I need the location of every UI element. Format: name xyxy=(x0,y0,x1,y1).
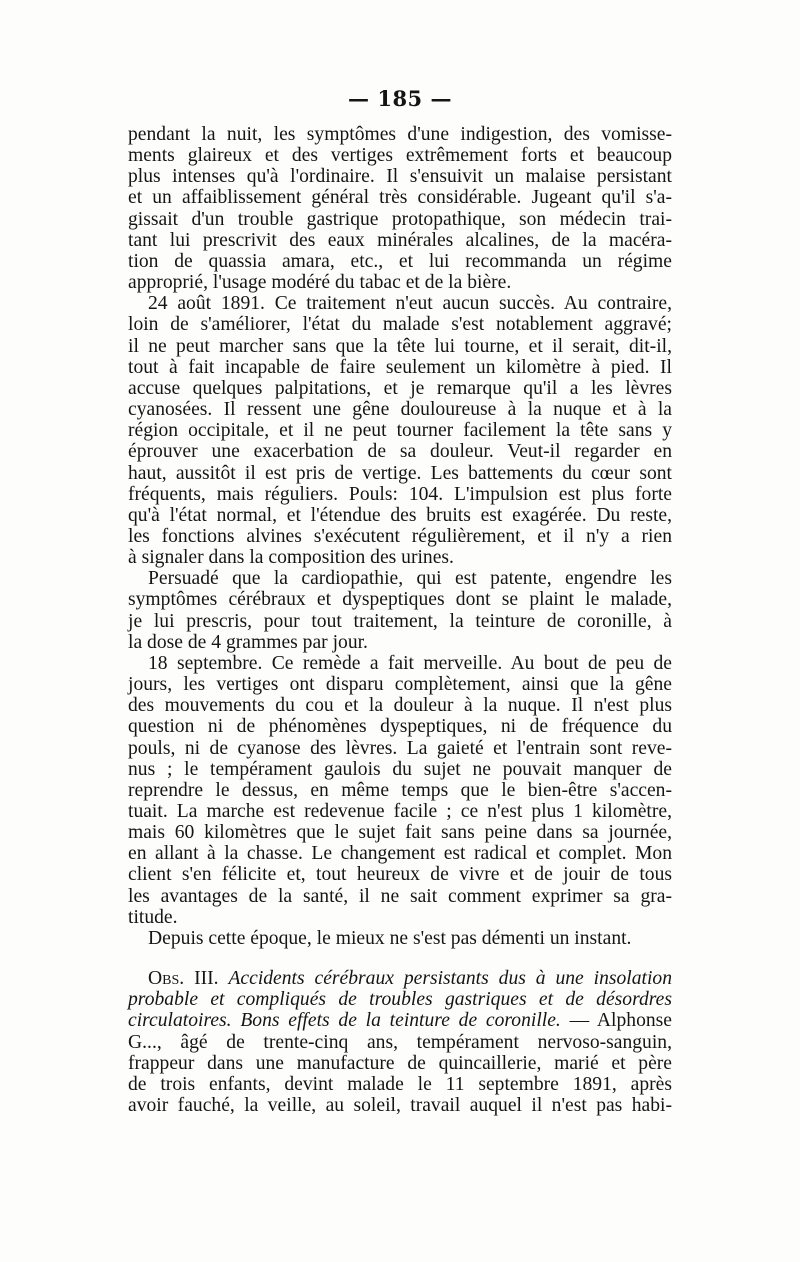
observation-label: Obs. III. xyxy=(148,968,219,990)
text-line: gissait d'un trouble gastrique protopathique, son médecin trai- xyxy=(128,208,672,230)
text-line: la dose de 4 grammes par jour. xyxy=(128,631,368,653)
text-line: approprié, l'usage modéré du tabac et de la bière. xyxy=(128,272,512,294)
text-line: nus ; le tempérament gaulois du sujet ne pouvait manquer de xyxy=(128,758,672,780)
text-line: accuse quelques palpitations, et je remarque qu'il a les lèvres xyxy=(128,377,672,399)
text-line: Persuadé que la cardiopathie, qui est patente, engendre les xyxy=(148,568,672,590)
text-line: des mouvements du cou et la douleur à la nuque. Il n'est plus xyxy=(128,695,672,717)
text-line: tant lui prescrivit des eaux minérales alcalines, de la macéra- xyxy=(128,229,672,251)
observation-subject: — Alphonse xyxy=(560,1010,672,1032)
text-line: G..., âgé de trente-cinq ans, tempérament nervoso-sanguin, xyxy=(128,1031,672,1053)
text-line: reprendre le dessus, en même temps que le bien-être s'accen- xyxy=(128,779,672,801)
observation-title-line: circulatoires. Bons effets de la teinture de coronille. xyxy=(128,1010,561,1032)
text-line: avoir fauché, la veille, au soleil, travail auquel il n'est pas habi- xyxy=(128,1095,672,1117)
text-line: client s'en félicite et, tout heureux de vivre et de jouir de tous xyxy=(128,864,672,886)
text-line: qu'à l'état normal, et l'étendue des bruits est exagérée. Du reste, xyxy=(128,504,672,526)
text-line: les avantages de la santé, il ne sait comment exprimer sa gra- xyxy=(128,885,672,907)
text-line: plus intenses qu'à l'ordinaire. Il s'ensuivit un malaise persistant xyxy=(128,166,672,188)
text-line: Depuis cette époque, le mieux ne s'est pas démenti un instant. xyxy=(148,927,632,949)
observation-heading xyxy=(128,968,672,1116)
text-line xyxy=(128,1010,672,1031)
text-line: symptômes cérébraux et dyspeptiques dont se plaint le malade, xyxy=(128,589,672,611)
text-line: cyanosées. Il ressent une gêne douloureuse à la nuque et à la xyxy=(128,399,672,421)
text-line: il ne peut marcher sans que la tête lui tourne, et il serait, dit-il, xyxy=(128,335,672,357)
text-line: les fonctions alvines s'exécutent régulièrement, et il n'y a rien xyxy=(128,525,672,547)
text-line: mais 60 kilomètres que le sujet fait sans peine dans sa journée, xyxy=(128,822,672,844)
text-line: 18 septembre. Ce remède a fait merveille. Au bout de peu de xyxy=(148,652,672,674)
text-line: tion de quassia amara, etc., et lui recommanda un régime xyxy=(128,250,672,272)
text-line: je lui prescris, pour tout traitement, la teinture de coronille, à xyxy=(128,610,672,632)
text-line: à signaler dans la composition des urines. xyxy=(128,547,454,569)
page-number: — 185 — xyxy=(348,86,452,111)
text-line: région occipitale, et il ne peut tourner facilement la tête sans y xyxy=(128,420,672,442)
observation-title-line: probable et compliqués de troubles gastriques et de désordres xyxy=(128,989,672,1011)
text-line: titude. xyxy=(128,906,178,928)
paragraph xyxy=(128,568,672,653)
text-line: éprouver une exacerbation de sa douleur. Veut-il regarder en xyxy=(128,441,672,463)
observation-title-line: Accidents cérébraux persistants dus à une insolation xyxy=(228,968,673,990)
text-line: haut, aussitôt il est pris de vertige. Les battements du cœur sont xyxy=(128,462,672,484)
paragraph xyxy=(128,928,672,949)
text-line: pendant la nuit, les symptômes d'une indigestion, des vomisse- xyxy=(128,124,672,145)
text-line: loin de s'améliorer, l'état du malade s'est notablement aggravé; xyxy=(128,314,672,336)
paragraph xyxy=(128,293,672,568)
text-line: et un affaiblissement général très considérable. Jugeant qu'il s'a- xyxy=(128,187,672,209)
text-line: jours, les vertiges ont disparu complètement, ainsi que la gêne xyxy=(128,674,672,696)
text-line: ments glaireux et des vertiges extrêmement forts et beaucoup xyxy=(128,145,672,167)
text-line: fréquents, mais réguliers. Pouls: 104. L'impulsion est plus forte xyxy=(128,483,672,505)
paragraph xyxy=(128,124,672,293)
text-line: de trois enfants, devint malade le 11 septembre 1891, après xyxy=(128,1073,672,1095)
text-line: frappeur dans une manufacture de quincaillerie, marié et père xyxy=(128,1052,672,1074)
text-line xyxy=(128,968,672,989)
text-line: en allant à la chasse. Le changement est radical et complet. Mon xyxy=(128,843,672,865)
text-line: 24 août 1891. Ce traitement n'eut aucun succès. Au contraire, xyxy=(148,293,672,315)
text-column xyxy=(128,124,672,1116)
paragraph xyxy=(128,653,672,928)
text-line: tout à fait incapable de faire seulement un kilomètre à pied. Il xyxy=(128,356,672,378)
text-line: question ni de phénomènes dyspeptiques, ni de fréquence du xyxy=(128,716,672,738)
text-line: pouls, ni de cyanose des lèvres. La gaieté et l'entrain sont reve- xyxy=(128,737,672,759)
text-line: tuait. La marche est redevenue facile ; ce n'est plus 1 kilomètre, xyxy=(128,801,672,822)
